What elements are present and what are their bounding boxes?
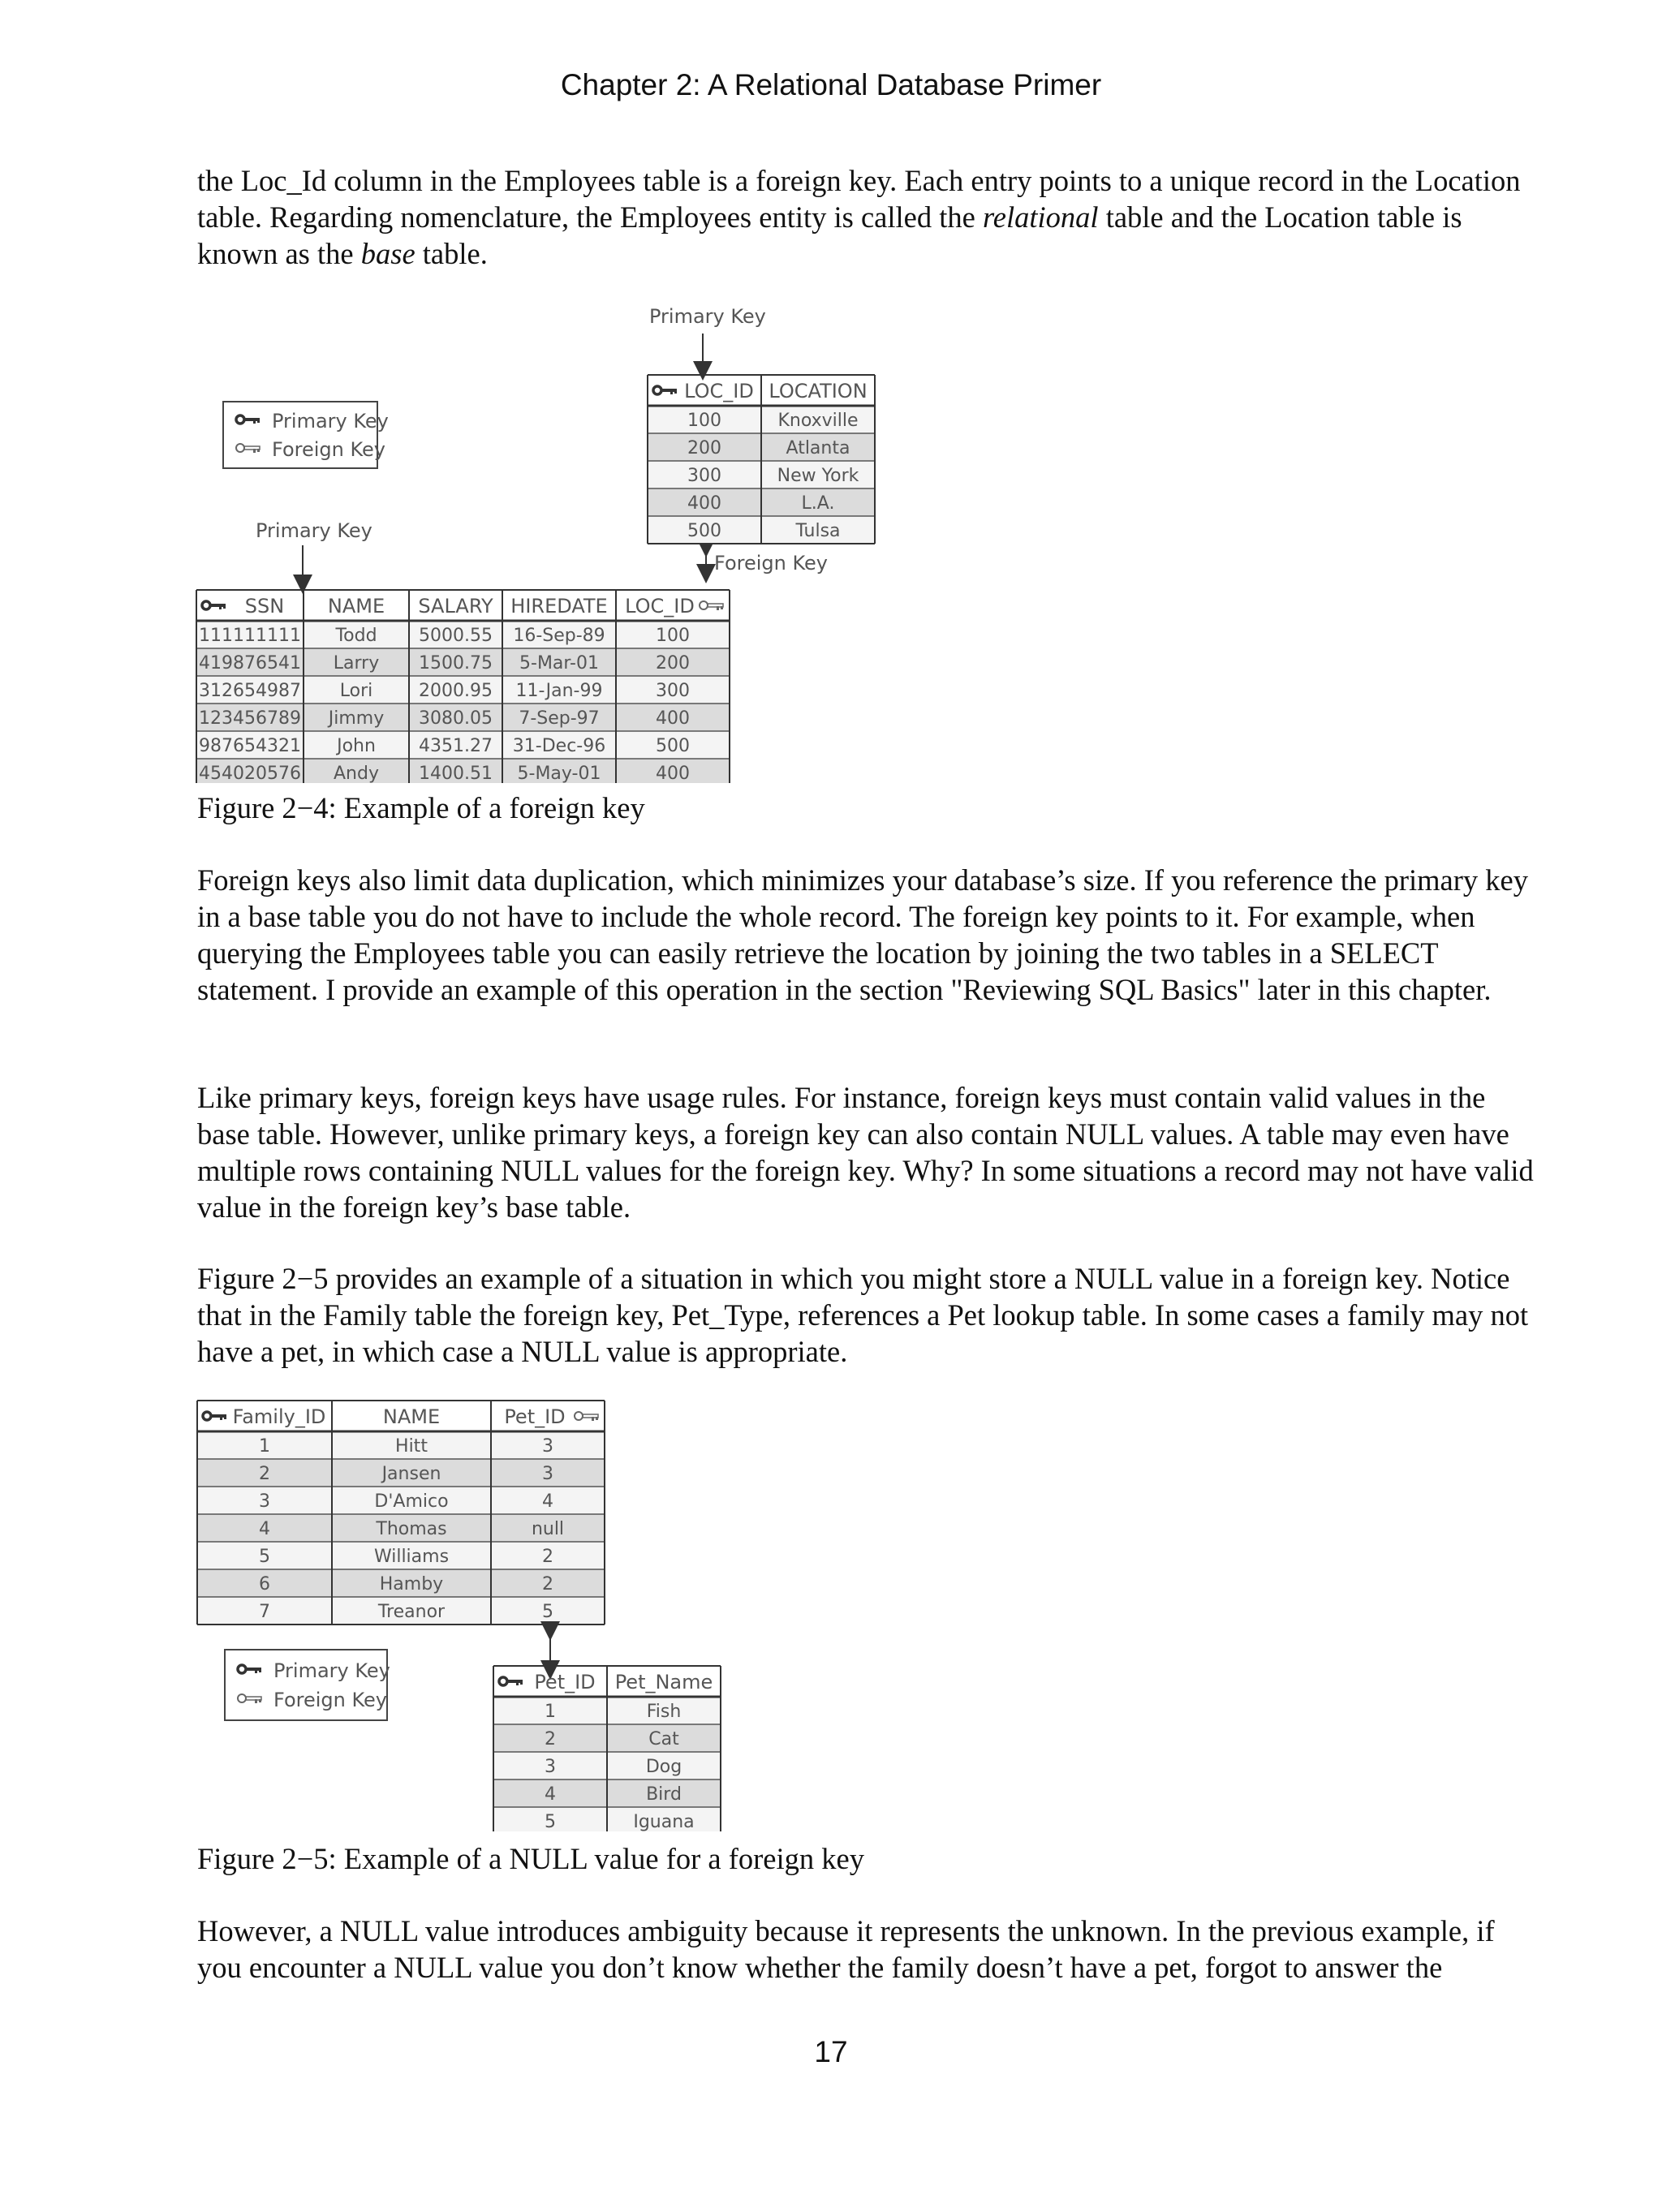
- family-cell: 2: [542, 1574, 553, 1594]
- paragraph-5: However, a NULL value introduces ambiguity because it represents the unknown. In the previous example, if you encounter a NULL value you don’t know whether the family doesn’t have a pet, forgot to answer the: [197, 1914, 1495, 1984]
- emphasis-base: base: [360, 237, 416, 270]
- paragraph-4: Figure 2−5 provides an example of a situation in which you might store a NULL value in a foreign key. Notice that in the Family table the foreign key, Pet_Type, references a Pet lookup table. In some cases a family may not have a pet, in which case a NULL value is appropriate.: [197, 1262, 1529, 1368]
- employees-cell: 419876541: [199, 653, 301, 673]
- employees-cell: 400: [656, 708, 690, 729]
- pet-cell: Bird: [646, 1784, 682, 1805]
- paragraph-1-text-a: the Loc_Id column in the Employees table is a foreign key. Each entry points to a unique record in the Location table. Regarding nomenclature, the Employees entity is called the: [197, 164, 1521, 234]
- employees-cell: 111111111: [199, 626, 301, 646]
- label-primary-key-left: Primary Key: [256, 519, 372, 542]
- page-header: Chapter 2: A Relational Database Primer: [560, 68, 1102, 101]
- pet-cell: 1: [545, 1702, 556, 1722]
- foreign-key-icon: [575, 1412, 598, 1421]
- family-cell: 3: [542, 1436, 553, 1457]
- employees-cell: 454020576: [199, 764, 301, 784]
- location-header-0: LOC_ID: [684, 380, 754, 402]
- family-cell: 3: [259, 1491, 270, 1512]
- employees-cell: 100: [656, 626, 690, 646]
- employees-cell: 400: [656, 764, 690, 784]
- pet-cell: 2: [545, 1729, 556, 1749]
- location-table: [648, 375, 875, 544]
- employees-cell: 5-Mar-01: [519, 653, 599, 673]
- paragraph-3: Like primary keys, foreign keys have usage rules. For instance, foreign keys must contain valid values in the base table. However, unlike primary keys, a foreign key can also contain NULL values. A table may even have multiple rows containing NULL values for the foreign key. Why? In some situations a record may not have valid value in the foreign key’s base table.: [197, 1081, 1534, 1224]
- family-cell: 1: [259, 1436, 270, 1457]
- paragraph-1: [197, 162, 1544, 272]
- primary-key-icon: [203, 1412, 226, 1420]
- family-header-0: Family_ID: [232, 1405, 326, 1428]
- family-cell: Jansen: [381, 1464, 441, 1484]
- pet-cell: Dog: [645, 1757, 682, 1777]
- family-cell: 5: [542, 1602, 553, 1622]
- employees-cell: 5000.55: [419, 626, 493, 646]
- employees-cell: 500: [656, 736, 690, 756]
- family-cell: Thomas: [376, 1519, 447, 1539]
- location-cell: Atlanta: [786, 438, 850, 458]
- family-cell: Hamby: [379, 1574, 444, 1594]
- paragraph-1-text-c: table.: [415, 237, 488, 270]
- paragraph-2: Foreign keys also limit data duplication, which minimizes your database’s size. If you reference the primary key in a base table you do not have to include the whole record. The foreign key points to it. For example, when querying the Employees table you can easily retrieve the location by joining the two tables in a SELECT statement. I provide an example of this operation in the section "Reviewing SQL Basics" later in this chapter.: [197, 863, 1528, 1006]
- emphasis-relational: relational: [982, 200, 1099, 234]
- primary-key-icon: [499, 1677, 523, 1685]
- employees-cell: Jimmy: [328, 708, 385, 729]
- legend-foreign-label: Foreign Key: [272, 438, 385, 461]
- family-cell: Hitt: [395, 1436, 428, 1457]
- employees-cell: 2000.95: [419, 681, 493, 701]
- employees-header-4: LOC_ID: [625, 595, 695, 618]
- figure-5-caption: Figure 2−5: Example of a NULL value for a foreign key: [197, 1842, 864, 1875]
- figure-null-foreign-key-diagram: [195, 1394, 747, 1844]
- employees-cell: John: [337, 736, 376, 756]
- employees-cell: 4351.27: [419, 736, 493, 756]
- family-cell: 3: [542, 1464, 553, 1484]
- employees-cell: 987654321: [199, 736, 301, 756]
- pet-table: [493, 1666, 721, 1832]
- employees-cell: 1400.51: [419, 764, 493, 784]
- employees-table: [196, 590, 730, 784]
- location-cell: 500: [687, 521, 721, 541]
- pet-cell: Cat: [648, 1729, 679, 1749]
- employees-cell: 7-Sep-97: [519, 708, 600, 729]
- family-cell: Treanor: [377, 1602, 446, 1622]
- location-cell: New York: [777, 466, 859, 486]
- employees-cell: 1500.75: [419, 653, 493, 673]
- location-cell: 400: [687, 493, 721, 514]
- employees-cell: 31-Dec-96: [512, 736, 606, 756]
- employees-cell: Andy: [334, 764, 379, 784]
- paragraph-1-text-b: table and the Location table is known as the: [197, 200, 1462, 270]
- label-foreign-key: Foreign Key: [714, 552, 828, 575]
- location-cell: 100: [687, 411, 721, 431]
- family-header-1: NAME: [382, 1405, 441, 1428]
- family-cell: D'Amico: [374, 1491, 449, 1512]
- family-cell: Williams: [373, 1547, 450, 1567]
- employees-cell: Larry: [333, 653, 380, 673]
- employees-header-0: SSN: [244, 595, 285, 618]
- pet-cell: 3: [545, 1757, 556, 1777]
- employees-cell: 200: [656, 653, 690, 673]
- location-header-1: LOCATION: [769, 380, 868, 402]
- family-table: [197, 1401, 605, 1625]
- family-cell: 2: [259, 1464, 270, 1484]
- employees-header-1: NAME: [327, 595, 385, 618]
- location-cell: Knoxville: [777, 411, 859, 431]
- employees-header-2: SALARY: [418, 595, 493, 618]
- figure-foreign-key-diagram: [195, 296, 893, 791]
- employees-cell: 312654987: [199, 681, 301, 701]
- employees-header-3: HIREDATE: [510, 595, 608, 618]
- primary-key-icon: [202, 601, 226, 609]
- employees-cell: 123456789: [199, 708, 301, 729]
- location-cell: L.A.: [801, 493, 835, 514]
- pet-cell: Fish: [646, 1702, 682, 1722]
- pet-header-0: Pet_ID: [534, 1671, 596, 1693]
- location-cell: 200: [687, 438, 721, 458]
- legend-primary-label: Primary Key: [273, 1659, 390, 1682]
- legend-primary-label: Primary Key: [272, 410, 389, 433]
- family-cell: null: [531, 1519, 565, 1539]
- pet-cell: 4: [545, 1784, 556, 1805]
- figure-4-caption: Figure 2−4: Example of a foreign key: [197, 791, 645, 824]
- pet-cell: 5: [545, 1812, 556, 1832]
- location-cell: Tulsa: [795, 521, 841, 541]
- foreign-key-icon: [700, 601, 723, 610]
- employees-cell: Todd: [335, 626, 377, 646]
- employees-cell: 11-Jan-99: [515, 681, 603, 701]
- pet-cell: Iguana: [633, 1812, 695, 1832]
- employees-cell: 5-May-01: [517, 764, 601, 784]
- employees-cell: Lori: [339, 681, 373, 701]
- label-primary-key-top: Primary Key: [649, 305, 766, 328]
- employees-cell: 16-Sep-89: [513, 626, 605, 646]
- family-header-2: Pet_ID: [504, 1405, 566, 1428]
- page-number: 17: [814, 2035, 848, 2068]
- family-cell: 4: [259, 1519, 270, 1539]
- employees-cell: 3080.05: [419, 708, 493, 729]
- family-cell: 7: [259, 1602, 270, 1622]
- family-cell: 5: [259, 1547, 270, 1567]
- family-cell: 6: [259, 1574, 270, 1594]
- location-cell: 300: [687, 466, 721, 486]
- employees-cell: 300: [656, 681, 690, 701]
- family-cell: 2: [542, 1547, 553, 1567]
- legend-foreign-label: Foreign Key: [273, 1689, 387, 1711]
- pet-header-1: Pet_Name: [614, 1671, 713, 1693]
- family-cell: 4: [542, 1491, 553, 1512]
- primary-key-icon: [653, 386, 677, 394]
